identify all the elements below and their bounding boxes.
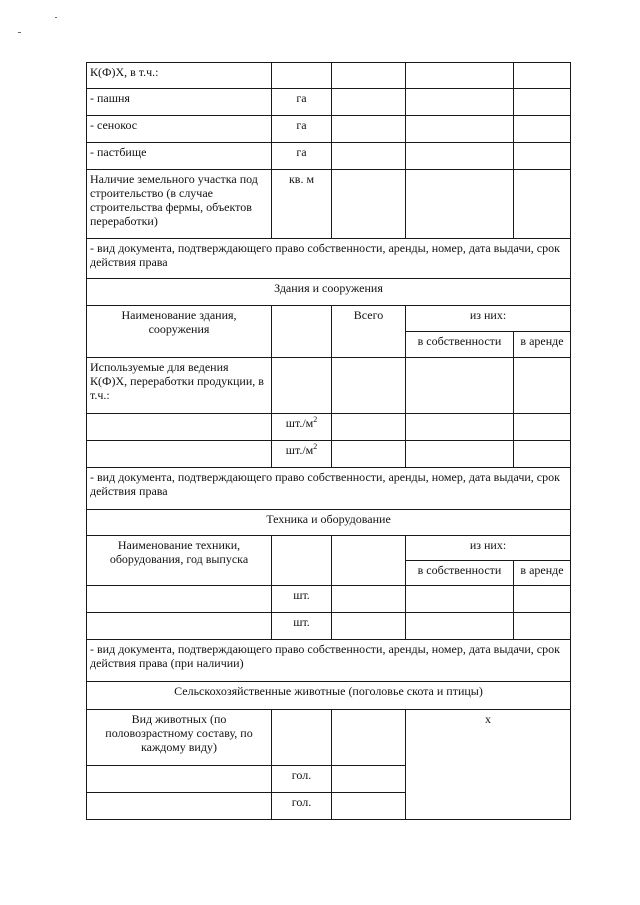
empty-cell[interactable] — [272, 710, 332, 766]
rented-header: в аренде — [514, 561, 571, 586]
empty-cell[interactable] — [514, 170, 571, 239]
empty-cell[interactable] — [87, 766, 272, 793]
cross-cell: х — [406, 710, 571, 820]
empty-cell[interactable] — [406, 170, 514, 239]
empty-cell[interactable] — [332, 63, 406, 89]
land-pasture-label: - пастбище — [87, 143, 272, 170]
scan-mark — [55, 17, 57, 18]
empty-cell[interactable] — [514, 414, 571, 441]
empty-cell[interactable] — [87, 793, 272, 820]
empty-cell[interactable] — [406, 586, 514, 613]
empty-cell[interactable] — [514, 358, 571, 414]
unit-label: га — [272, 89, 332, 116]
table-row — [87, 279, 571, 306]
table-row — [87, 613, 571, 640]
empty-cell[interactable] — [406, 89, 514, 116]
empty-cell[interactable] — [272, 63, 332, 89]
table-row — [87, 586, 571, 613]
table-row — [87, 710, 571, 766]
empty-cell[interactable] — [514, 441, 571, 468]
empty-cell[interactable] — [406, 116, 514, 143]
empty-cell[interactable] — [87, 586, 272, 613]
total-header: Всего — [332, 306, 406, 358]
plot-label: Наличие земельного участка под строительство (в случае строительства фермы, объектов переработки) — [87, 170, 272, 239]
equipment-document-note: - вид документа, подтверждающего право собственности, аренды, номер, дата выдачи, срок действия права (при наличии) — [87, 640, 571, 682]
land-hayfield-label: - сенокос — [87, 116, 272, 143]
unit-label: гол. — [272, 766, 332, 793]
empty-cell[interactable] — [87, 414, 272, 441]
empty-cell[interactable] — [332, 143, 406, 170]
table-row — [87, 239, 571, 279]
empty-cell[interactable] — [272, 358, 332, 414]
empty-cell — [272, 536, 332, 586]
buildings-document-note: - вид документа, подтверждающего право собственности, аренды, номер, дата выдачи, срок действия права — [87, 468, 571, 510]
empty-cell[interactable] — [87, 441, 272, 468]
kfh-label: К(Ф)Х, в т.ч.: — [87, 63, 272, 89]
unit-label: кв. м — [272, 170, 332, 239]
empty-cell[interactable] — [332, 414, 406, 441]
unit-label: га — [272, 116, 332, 143]
empty-cell[interactable] — [332, 613, 406, 640]
empty-cell[interactable] — [332, 766, 406, 793]
unit-label: шт. — [272, 586, 332, 613]
unit-label: гол. — [272, 793, 332, 820]
unit-label: шт. — [272, 613, 332, 640]
empty-cell[interactable] — [406, 63, 514, 89]
equipment-name-header: Наименование техники, оборудования, год выпуска — [87, 536, 272, 586]
empty-cell[interactable] — [514, 586, 571, 613]
empty-cell[interactable] — [332, 89, 406, 116]
scan-mark — [18, 32, 21, 33]
table-row — [87, 640, 571, 682]
empty-cell[interactable] — [332, 116, 406, 143]
buildings-used-label: Используемые для ведения К(Ф)Х, переработки продукции, в т.ч.: — [87, 358, 272, 414]
empty-cell[interactable] — [406, 613, 514, 640]
table-row — [87, 536, 571, 561]
empty-cell[interactable] — [406, 441, 514, 468]
table-row — [87, 116, 571, 143]
animal-kind-header: Вид животных (по половозрастному составу, по каждому виду) — [87, 710, 272, 766]
animals-section-title: Сельскохозяйственные животные (поголовье скота и птицы) — [87, 682, 571, 710]
empty-cell[interactable] — [514, 613, 571, 640]
owned-header: в собственности — [406, 332, 514, 358]
empty-cell[interactable] — [87, 613, 272, 640]
of-them-header: из них: — [406, 306, 571, 332]
building-name-header: Наименование здания, сооружения — [87, 306, 272, 358]
empty-cell[interactable] — [406, 358, 514, 414]
buildings-section-title: Здания и сооружения — [87, 279, 571, 306]
empty-cell[interactable] — [332, 710, 406, 766]
empty-cell[interactable] — [514, 89, 571, 116]
table-row — [87, 63, 571, 89]
table-row — [87, 441, 571, 468]
empty-cell[interactable] — [332, 586, 406, 613]
empty-cell[interactable] — [514, 116, 571, 143]
empty-cell[interactable] — [332, 170, 406, 239]
empty-cell — [332, 536, 406, 586]
unit-label: га — [272, 143, 332, 170]
table-row — [87, 143, 571, 170]
land-arable-label: - пашня — [87, 89, 272, 116]
table-row — [87, 89, 571, 116]
table-row — [87, 358, 571, 414]
of-them-header: из них: — [406, 536, 571, 561]
table-row — [87, 170, 571, 239]
rented-header: в аренде — [514, 332, 571, 358]
empty-cell[interactable] — [514, 143, 571, 170]
table-row — [87, 468, 571, 510]
empty-cell — [272, 306, 332, 358]
table-row — [87, 414, 571, 441]
equipment-section-title: Техника и оборудование — [87, 510, 571, 536]
application-form-table — [86, 62, 571, 820]
empty-cell[interactable] — [406, 414, 514, 441]
unit-label: $шт./м^2$ — [272, 441, 332, 468]
empty-cell[interactable] — [332, 358, 406, 414]
empty-cell[interactable] — [332, 793, 406, 820]
land-document-note: - вид документа, подтверждающего право собственности, аренды, номер, дата выдачи, срок действия права — [87, 239, 571, 279]
empty-cell[interactable] — [406, 143, 514, 170]
empty-cell[interactable] — [514, 63, 571, 89]
table-row — [87, 510, 571, 536]
owned-header: в собственности — [406, 561, 514, 586]
table-row — [87, 682, 571, 710]
empty-cell[interactable] — [332, 441, 406, 468]
unit-label: $шт./м^2$ — [272, 414, 332, 441]
table-row — [87, 306, 571, 332]
